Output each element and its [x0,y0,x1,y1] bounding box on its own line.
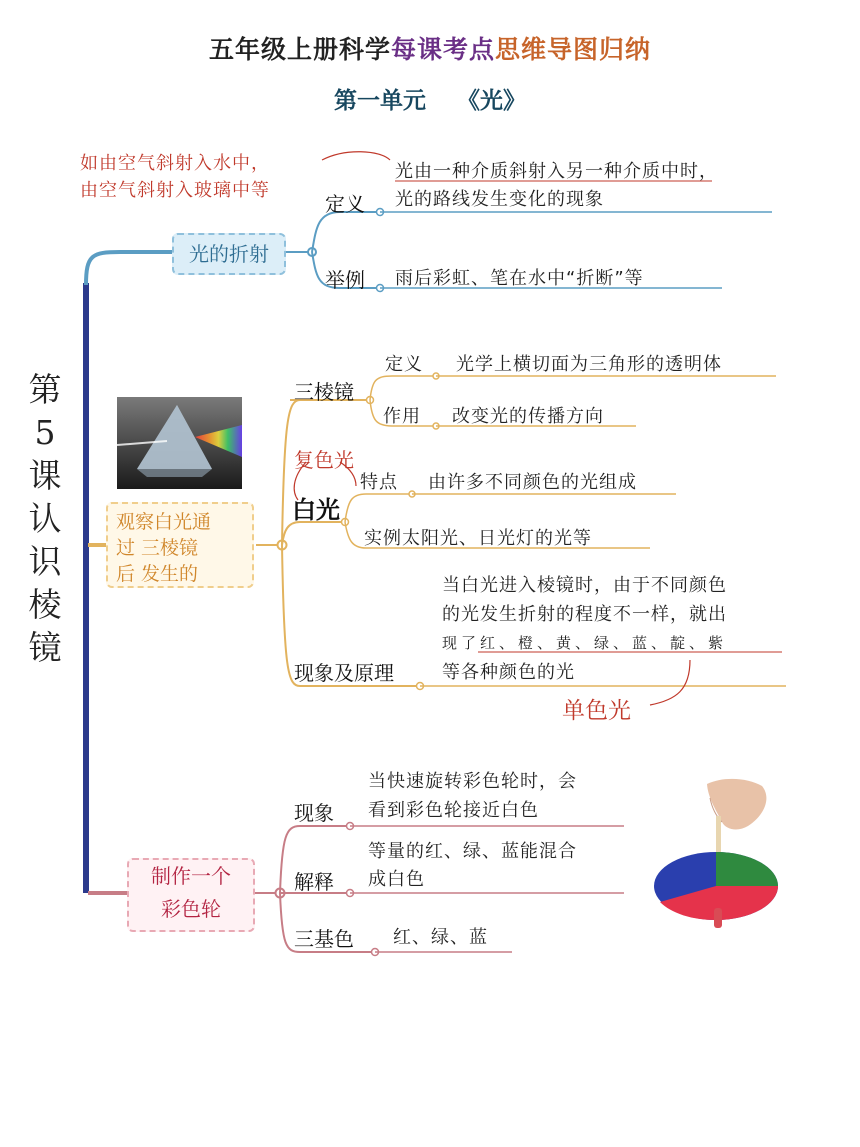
triangular-prism-label: 三棱镜 [294,380,354,404]
color-wheel-phenomenon-text [368,767,577,825]
color-wheel-label-line-2: 彩色轮 [161,897,221,921]
principle-line-1: 当白光进入棱镜时，由于不同颜色 [442,575,727,596]
principle-line-4: 等各种颜色的光 [442,662,575,683]
color-wheel-explain-label: 解释 [294,870,334,894]
principle-line-2: 的光发生折射的程度不一样，就出 [442,604,727,625]
white-light-label: 白光 [292,496,340,524]
prism-use-label: 作用 [383,406,421,427]
phenomenon-principle-label: 现象及原理 [294,661,394,685]
white-light-feature-text: 由许多不同颜色的光组成 [428,472,637,493]
prism-node-label [106,502,254,588]
color-wheel-illustration [652,778,780,938]
phenomenon-principle-text [442,571,727,687]
cw-phenomenon-line-1: 当快速旋转彩色轮时，会 [368,771,577,792]
wheel-green-segment [716,852,778,886]
prism-label-line-3: 后 发生的 [116,563,199,585]
white-light-example-text: 实例太阳光、日光灯的光等 [364,528,592,549]
definition-line-1: 光由一种介质斜射入另一种介质中时， [395,161,718,182]
refraction-definition-text [395,158,718,214]
title-highlight: 每课考点 [390,35,495,64]
refraction-example-text: 雨后彩虹、笔在水中“折断”等 [395,268,644,289]
cw-explain-line-2: 成白色 [368,869,425,890]
refraction-link [86,252,172,285]
color-wheel-explain-text [368,838,577,894]
prism-use-text: 改变光的传播方向 [452,406,604,427]
def-connector [312,212,380,252]
monochrome-light-note: 单色光 [562,698,631,724]
refraction-example-note [80,150,270,204]
prism-def-label: 定义 [385,354,423,375]
prism-label-line-1: 观察白光通 [116,511,212,533]
color-wheel-phenomenon-label: 现象 [294,801,334,825]
white-light-feature-label: 特点 [360,472,398,493]
refraction-example-label: 举例 [325,268,365,292]
refraction-definition-label: 定义 [325,192,365,216]
finger-shape [707,779,766,830]
primary-colors-text: 红、绿、蓝 [393,927,488,948]
color-wheel-label-line-1: 制作一个 [151,864,231,888]
refraction-node-label: 光的折射 [172,233,286,275]
primary-colors-label: 三基色 [294,927,354,951]
note-line-2: 由空气斜射入玻璃中等 [80,180,270,201]
lesson-title: 第5课认识棱镜 [28,370,62,667]
prism-photo [117,397,242,489]
composite-light-note: 复色光 [294,448,354,472]
unit-title: 第一单元 《光》 [333,88,526,114]
color-wheel-node-label [127,858,255,932]
principle-line-3: 现了红、橙、黄、绿、蓝、靛、紫 [442,634,728,652]
title-mindmap: 思维导图归纳 [495,35,652,64]
definition-line-2: 光的路线发生变化的现象 [395,189,604,210]
prism-label-line-2: 过 三棱镜 [116,537,199,559]
cw-explain-line-1: 等量的红、绿、蓝能混合 [368,841,577,862]
title-grade: 五年级上册科学 [208,35,391,64]
note-line-1: 如由空气斜射入水中， [80,153,270,174]
prism-def-text: 光学上横切面为三角形的透明体 [456,354,722,375]
cw-phenomenon-line-2: 看到彩色轮接近白色 [368,800,539,821]
